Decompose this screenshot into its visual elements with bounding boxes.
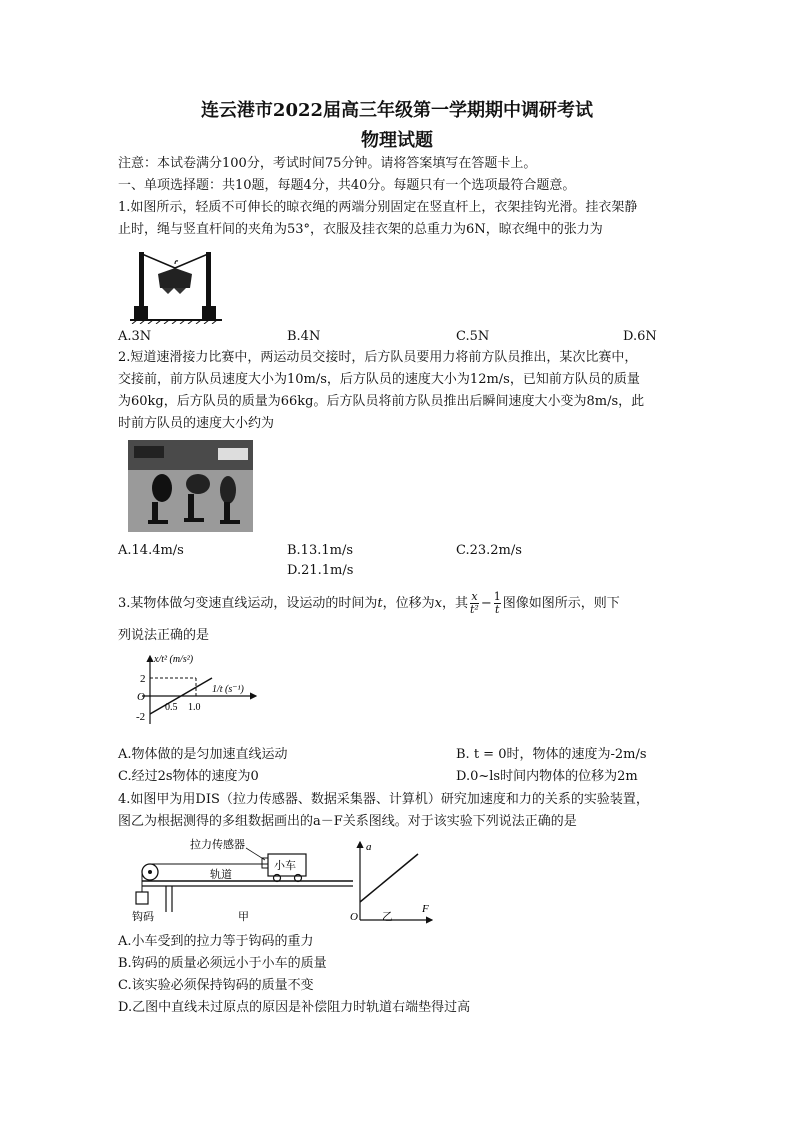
q4-option-c[interactable]: C.该实验必须保持钩码的质量不变	[118, 978, 314, 993]
q4-graph-line	[360, 854, 418, 902]
q4-label-sensor: 拉力传感器	[190, 839, 245, 851]
q2-option-c[interactable]: C.23.2m/s	[456, 543, 522, 558]
q1-option-d[interactable]: D.6N	[623, 329, 657, 344]
q4-line1: 4.如图甲为用DIS（拉力传感器、数据采集器、计算机）研究加速度和力的关系的实验装置，	[118, 792, 649, 807]
q1-option-a[interactable]: A.3N	[118, 329, 152, 344]
q4-line2: 图乙为根据测得的多组数据画出的a－F关系图线。对于该实验下列说法正确的是	[118, 814, 577, 829]
q4-label-cart: 小车	[274, 860, 296, 872]
q4-graph-x: F	[422, 903, 429, 915]
q2-photo-speed-skating	[128, 440, 253, 532]
q4-option-a[interactable]: A.小车受到的拉力等于钩码的重力	[118, 934, 314, 949]
q3-option-a[interactable]: A.物体做的是匀加速直线运动	[118, 747, 288, 762]
q2-line1: 2.短道速滑接力比赛中，两运动员交接时，后方队员要用力将前方队员推出，某次比赛中，	[118, 350, 638, 365]
q4-option-b[interactable]: B.钩码的质量必须远小于小车的质量	[118, 956, 327, 971]
q2-line4: 时前方队员的速度大小约为	[118, 416, 275, 431]
q3-option-c[interactable]: C.经过2s物体的速度为0	[118, 769, 259, 784]
q1-option-b[interactable]: B.4N	[287, 329, 321, 344]
q3-ylabel: x/t² (m/s²)	[154, 654, 194, 665]
q3-option-b[interactable]: B. t = 0时，物体的速度为-2m/s	[456, 747, 647, 762]
q3-ytick-2: 2	[140, 673, 146, 685]
q3-xlabel: 1/t (s⁻¹)	[212, 684, 244, 695]
q4-label-track: 轨道	[210, 869, 232, 881]
q4-option-d[interactable]: D.乙图中直线未过原点的原因是补偿阻力时轨道右端垫得过高	[118, 1000, 471, 1015]
exam-subtitle: 物理试题	[361, 130, 433, 151]
q2-option-b[interactable]: B.13.1m/s	[287, 543, 354, 558]
q2-option-a[interactable]: A.14.4m/s	[118, 543, 184, 558]
q4-graph-o: O	[350, 911, 358, 923]
q3-ytick-neg2: -2	[136, 711, 146, 723]
q1-option-c[interactable]: C.5N	[456, 329, 490, 344]
q3-option-d[interactable]: D.0~ls时间内物体的位移为2m	[456, 769, 638, 784]
q3-graph	[132, 650, 262, 728]
exam-title: 连云港市2022届高三年级第一学期期中调研考试	[200, 100, 594, 121]
q1-figure-clothesline	[128, 244, 224, 324]
q1-line1: 1.如图所示，轻质不可伸长的晾衣绳的两端分别固定在竖直杆上，衣架挂钩光滑。挂衣架静	[118, 200, 638, 215]
q2-line2: 交接前，前方队员速度大小为10m/s，后方队员的速度大小为12m/s，已知前方队员的质量	[118, 372, 640, 387]
section-heading: 一、单项选择题：共10题，每题4分，共40分。每题只有一个选项最符合题意。	[118, 178, 576, 193]
q4-graph-y: a	[366, 841, 372, 853]
q2-line3: 为60kg，后方队员的质量为66kg。后方队员将前方队员推出后瞬间速度大小变为8m/s，此	[118, 394, 645, 409]
q4-label-weight: 钩码	[132, 911, 154, 923]
q1-line2: 止时，绳与竖直杆间的夹角为53°，衣服及挂衣架的总重力为6N，晾衣绳中的张力为	[118, 222, 603, 237]
notice-text: 注意：本试卷满分100分，考试时间75分钟。请将答案填写在答题卡上。	[118, 156, 537, 171]
q3-xtick-05: 0.5	[165, 702, 178, 713]
q3-origin: O	[137, 691, 145, 703]
q4-label-b: 乙	[382, 911, 393, 923]
q2-option-d[interactable]: D.21.1m/s	[287, 563, 354, 578]
q4-figure-apparatus	[128, 836, 448, 928]
q3-line2: 列说法正确的是	[118, 628, 210, 643]
q3-xtick-10: 1.0	[188, 702, 201, 713]
q3-line1: 3.某物体做匀变速直线运动，设运动的时间为t，位移为x，其 $\frac{x}{\text{t²}}$ − $\frac{1}{t}$ 图像如图所示，则下	[118, 590, 620, 616]
q4-label-a: 甲	[238, 911, 249, 923]
